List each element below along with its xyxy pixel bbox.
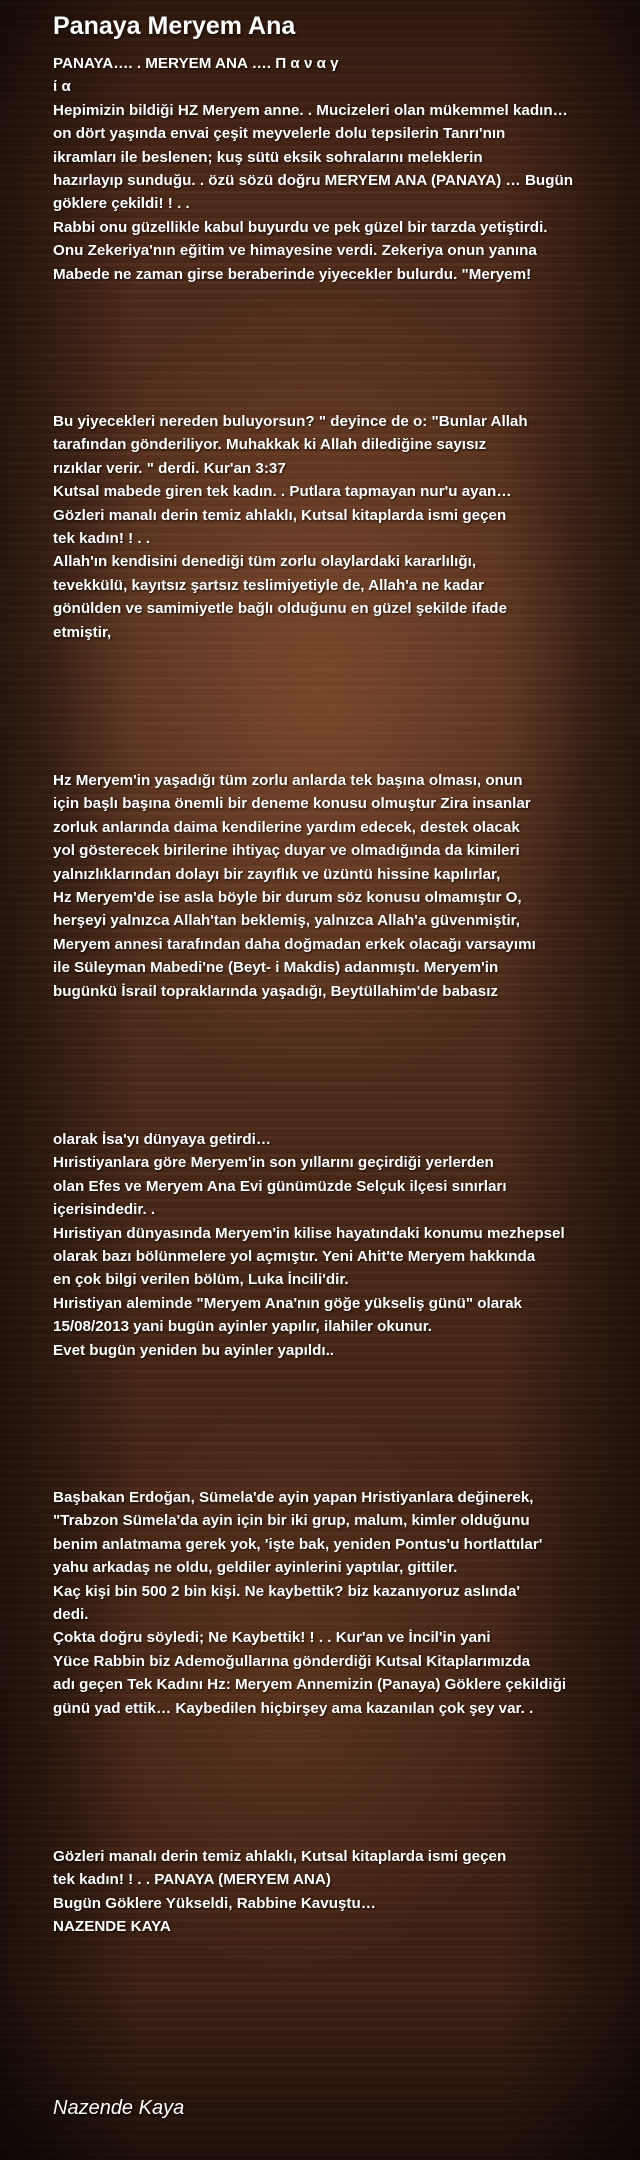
poem-line: benim anlatmama gerek yok, 'işte bak, yeniden Pontus'u hortlattılar' [53, 1535, 543, 1553]
stanza-6 [53, 1845, 633, 1939]
poem-line: on dört yaşında envai çeşit meyvelerle dolu tepsilerin Tanrı'nın [53, 125, 506, 143]
poem-line: günü yad ettik… Kaybedilen hiçbirşey ama kazanılan çok şey var. . [53, 1699, 534, 1717]
poem-line: ί α [53, 78, 71, 96]
poem-line: Çokta doğru söyledi; Ne Kaybettik! ! . . Kur'an ve İncil'in yani [53, 1629, 491, 1647]
poem-line: hazırlayıp sunduğu. . özü sözü doğru MERYEM ANA (PANAYA) … Bugün [53, 172, 574, 190]
poem-line: adı geçen Tek Kadını Hz: Meryem Annemizin (Panaya) Göklere çekildiği [53, 1676, 567, 1694]
poem-line: Yüce Rabbin biz Ademoğullarına gönderdiği Kutsal Kitaplarımızda [53, 1652, 531, 1670]
poem-line: zorluk anlarında daima kendilerine yardım edecek, destek olacak [53, 818, 520, 836]
poem-line: için başlı başına önemli bir deneme konusu olmuştur Zira insanlar [53, 795, 531, 813]
poem-line: yol gösterecek birilerine ihtiyaç duyar ve olmadığında da kimileri [53, 842, 520, 860]
poem-line: etmiştir, [53, 623, 112, 641]
poem-line: tek kadın! ! . . PANAYA (MERYEM ANA) [53, 1871, 331, 1889]
poem-line: Hıristiyan dünyasında Meryem'in kilise hayatındaki konumu mezhepsel [53, 1224, 565, 1242]
poem-line: Meryem annesi tarafından daha doğmadan erkek olacağı varsayımı [53, 935, 536, 953]
poem-line: olarak bazı bölünmelere yol açmıştır. Yeni Ahit'te Meryem hakkında [53, 1248, 536, 1266]
poem-line: dedi. [53, 1606, 89, 1624]
poem-line: Bu yiyecekleri nereden buluyorsun? " deyince de o: "Bunlar Allah [53, 413, 528, 430]
stanza-1 [53, 52, 633, 286]
poem-line: göklere çekildi! ! . . [53, 195, 190, 213]
poem-line: Mabede ne zaman girse beraberinde yiyecekler bulurdu. "Meryem! [53, 265, 532, 283]
poem-line: olan Efes ve Meryem Ana Evi günümüzde Selçuk ilçesi sınırları [53, 1177, 507, 1195]
poem-line: 15/08/2013 yani bugün ayinler yapılır, ilahiler okunur. [53, 1318, 432, 1336]
poem-line: Allah'ın kendisini denediği tüm zorlu olaylardaki kararlılığı, [53, 553, 477, 571]
poem-line: ikramları ile beslenen; kuş sütü eksik sohralarını meleklerin [53, 148, 483, 166]
stanza-3 [53, 769, 633, 1003]
poem-line: "Trabzon Sümela'da ayin için bir iki grup, malum, kimler olduğunu [53, 1512, 530, 1530]
poem-title: Panaya Meryem Ana [53, 12, 296, 40]
poem-line: Evet bugün yeniden bu ayinler yapıldı.. [53, 1341, 335, 1359]
poem-line: gönülden ve samimiyetle bağlı olduğunu en güzel şekilde ifade [53, 600, 508, 618]
poem-line: bugünkü İsrail topraklarında yaşadığı, Beytüllahim'de babasız [53, 982, 499, 1000]
stanza-5 [53, 1486, 633, 1720]
poem-line: Başbakan Erdoğan, Sümela'de ayin yapan Hristiyanlara değinerek, [53, 1489, 534, 1506]
author-name: Nazende Kaya [53, 2097, 185, 2119]
poem-line: Kaç kişi bin 500 2 bin kişi. Ne kaybettik? biz kazanıyoruz aslında' [53, 1582, 521, 1600]
poem-line: olarak İsa'yı dünyaya getirdi… [53, 1131, 272, 1148]
poem-line: yahu arkadaş ne oldu, geldiler ayinlerini yaptılar, gittiler. [53, 1559, 458, 1577]
poem-line: NAZENDE KAYA [53, 1918, 171, 1936]
stanza-4 [53, 1128, 633, 1362]
poem-line: Hz Meryem'de ise asla böyle bir durum söz konusu olmamıştır O, [53, 889, 522, 907]
stanza-2 [53, 410, 633, 644]
poem-line: Hıristiyan aleminde "Meryem Ana'nın göğe yükseliş günü" olarak [53, 1294, 522, 1312]
poem-line: en çok bilgi verilen bölüm, Luka İncili'dir. [53, 1271, 349, 1289]
poem-line: Hz Meryem'in yaşadığı tüm zorlu anlarda tek başına olması, onun [53, 772, 523, 789]
poem-line: herşeyi yalnızca Allah'tan beklemiş, yalnızca Allah'a güvenmiştir, [53, 912, 520, 930]
poem-line: PANAYA…. . MERYEM ANA …. Π α ν α γ [53, 55, 339, 72]
poem-line: tek kadın! ! . . [53, 530, 151, 548]
poem-line: içerisindedir. . [53, 1201, 156, 1219]
poem-line: Bugün Göklere Yükseldi, Rabbine Kavuştu… [53, 1894, 376, 1912]
poem-line: tarafından gönderiliyor. Muhakkak ki Allah dilediğine sayısız [53, 436, 487, 454]
poem-line: Rabbi onu güzellikle kabul buyurdu ve pek güzel bir tarzda yetiştirdi. [53, 218, 548, 236]
poem-line: Hıristiyanlara göre Meryem'in son yıllarını geçirdiği yerlerden [53, 1154, 494, 1172]
poem-line: yalnızlıklarından dolayı bir zayıflık ve üzüntü hissine kapılırlar, [53, 865, 501, 883]
poem-line: Gözleri manalı derin temiz ahlaklı, Kutsal kitaplarda ismi geçen [53, 506, 507, 524]
poem-line: rızıklar verir. " derdi. Kur'an 3:37 [53, 459, 286, 477]
poem-line: tevekkülü, kayıtsız şartsız teslimiyetiyle de, Allah'a ne kadar [53, 576, 485, 594]
poem-line: Gözleri manalı derin temiz ahlaklı, Kutsal kitaplarda ismi geçen [53, 1848, 507, 1865]
poem-line: Hepimizin bildiği HZ Meryem anne. . Mucizeleri olan mükemmel kadın… [53, 101, 568, 119]
poem-line: Kutsal mabede giren tek kadın. . Putlara tapmayan nur'u ayan… [53, 483, 512, 501]
poem-line: Onu Zekeriya'nın eğitim ve himayesine verdi. Zekeriya onun yanına [53, 242, 537, 260]
poem-line: ile Süleyman Mabedi'ne (Beyt- i Makdis) adanmıştı. Meryem'in [53, 959, 499, 977]
